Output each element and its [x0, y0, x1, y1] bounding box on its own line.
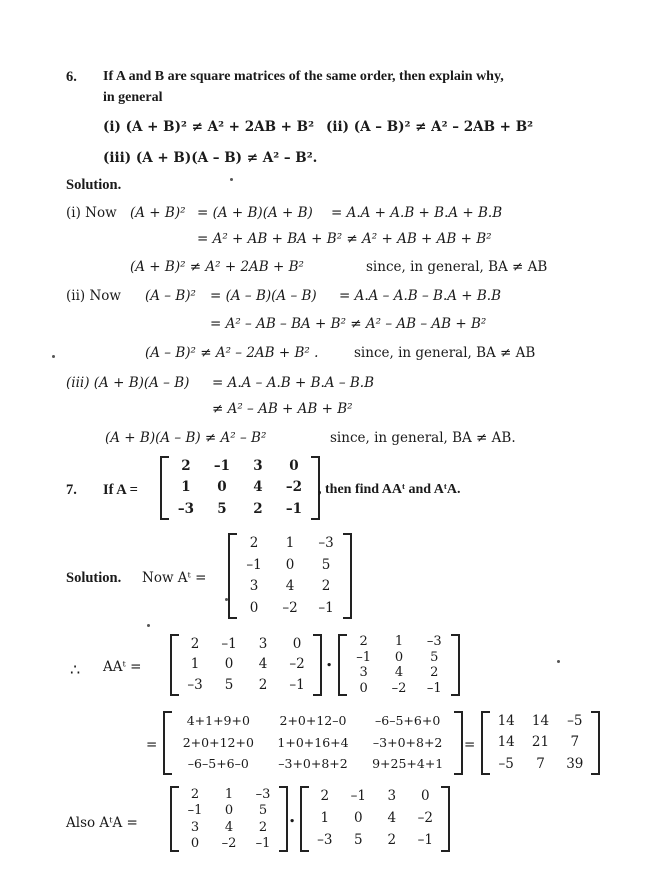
- at-cell: –2: [391, 680, 407, 696]
- sol6-i-l2: = A² + AB + BA + B² ≠ A² + AB + AB + B²: [197, 231, 492, 247]
- scan-speck: [147, 624, 150, 627]
- a-cell: –3: [177, 500, 195, 517]
- a-cell: 2: [387, 832, 397, 849]
- expanded-cell: 4+1+9+0: [186, 713, 250, 729]
- a-cell: 2: [253, 500, 263, 517]
- at-cell: –3: [318, 535, 334, 551]
- at-cell: 5: [258, 803, 268, 819]
- result-cell: –5: [567, 712, 583, 729]
- result-cell: 21: [531, 734, 550, 751]
- scan-speck: [230, 178, 233, 181]
- at-cell: –1: [356, 649, 372, 665]
- sol6-iii-l1-lhs: (iii) (A + B)(A – B): [66, 375, 190, 391]
- matrix-At-repeat-grid: [340, 634, 458, 696]
- aat-label: AAᵗ =: [103, 659, 142, 675]
- at-cell: 0: [394, 649, 404, 665]
- sol6-iii-l3-reason: since, in general, BA ≠ AB.: [330, 430, 516, 446]
- sol6-ii-l1-lhs: (A – B)²: [145, 288, 196, 304]
- equals-sign-2: =: [464, 737, 476, 753]
- at-cell: 5: [430, 649, 439, 665]
- a-cell: 4: [387, 810, 397, 827]
- q7-tail: , then find AAᵗ and AᵗA.: [318, 482, 461, 497]
- matrix-At-grid: [230, 533, 350, 619]
- at-cell: –1: [255, 836, 271, 852]
- equals-sign-1: =: [146, 737, 158, 753]
- sol6-i-l1-rhs: = A.A + A.B + B.A + B.B: [331, 205, 503, 221]
- expanded-cell: 2+0+12–0: [279, 713, 347, 729]
- q6-part-iii: (iii) (A + B)(A – B) ≠ A² – B².: [103, 150, 318, 166]
- at-cell: 4: [285, 578, 295, 594]
- a-cell: –1: [221, 635, 237, 652]
- at-cell: 2: [321, 578, 331, 594]
- a-cell: 5: [353, 832, 363, 849]
- scan-speck: [225, 598, 228, 601]
- matrix-At-third-grid: [172, 786, 286, 852]
- at-cell: 0: [285, 556, 295, 573]
- a-cell: 1: [190, 656, 200, 673]
- at-cell: 3: [359, 665, 368, 681]
- at-cell: 0: [190, 836, 200, 852]
- q7-if-label: If A =: [103, 482, 138, 498]
- matrix-result: [481, 711, 600, 775]
- a-cell: 4: [253, 479, 263, 496]
- sol6-iii-l1-rhs: = A.A – A.B + B.A – B.B: [212, 375, 375, 391]
- at-cell: 4: [224, 819, 234, 835]
- sol6-iii-l3-lhs: (A + B)(A – B) ≠ A² – B²: [105, 430, 267, 446]
- at-cell: –3: [426, 634, 442, 650]
- matrix-result-grid: [483, 711, 598, 775]
- at-cell: –1: [318, 599, 334, 616]
- matrix-A-third-grid: [302, 786, 448, 852]
- expanded-cell: –3+0+8+2: [278, 756, 348, 772]
- result-cell: 7: [536, 755, 545, 772]
- a-cell: –1: [289, 676, 305, 693]
- sol6-i-label: (i) Now: [66, 205, 117, 221]
- at-cell: –1: [187, 803, 203, 819]
- at-cell: 4: [394, 665, 404, 681]
- at-cell: 3: [249, 578, 259, 594]
- a-cell: 0: [420, 788, 430, 805]
- at-cell: 2: [430, 665, 439, 681]
- a-cell: 1: [320, 810, 330, 827]
- a-cell: 2: [320, 788, 330, 805]
- a-cell: –3: [187, 676, 203, 693]
- at-cell: –3: [255, 786, 271, 802]
- at-cell: –1: [426, 680, 442, 696]
- matrix-At: [228, 533, 352, 619]
- q6-number: 6.: [66, 69, 77, 85]
- matrix-expanded: [163, 711, 463, 775]
- at-cell: –2: [221, 836, 237, 852]
- multiply-dot-2: .: [289, 806, 296, 827]
- result-cell: 39: [566, 755, 584, 772]
- scan-speck: [52, 355, 55, 358]
- matrix-At-repeat: [338, 634, 460, 696]
- expanded-cell: –3+0+8+2: [372, 734, 443, 750]
- sol6-i-l3-reason: since, in general, BA ≠ AB: [366, 259, 548, 275]
- also-ata-label: Also AᵗA =: [66, 815, 138, 831]
- at-cell: 1: [394, 634, 404, 650]
- at-cell: 0: [249, 599, 259, 616]
- a-cell: 5: [217, 500, 227, 517]
- a-cell: 3: [258, 635, 268, 652]
- a-cell: –1: [417, 832, 433, 849]
- at-cell: 5: [321, 556, 331, 573]
- a-cell: –1: [213, 457, 231, 474]
- matrix-A-repeat-grid: [172, 634, 320, 696]
- q6-stem-line2: in general: [103, 90, 163, 105]
- sol6-ii-l3-reason: since, in general, BA ≠ AB: [354, 345, 536, 361]
- therefore-symbol: ∴: [70, 660, 81, 679]
- expanded-cell: –6–5+6+0: [375, 713, 441, 729]
- expanded-cell: 1+0+16+4: [277, 734, 349, 750]
- result-cell: 14: [531, 712, 550, 729]
- sol6-ii-l3-lhs: (A – B)² ≠ A² – 2AB + B² .: [145, 345, 319, 361]
- sol6-i-l1-lhs: (A + B)²: [130, 205, 186, 221]
- result-cell: 14: [497, 712, 515, 729]
- q6-stem-line1: If A and B are square matrices of the same order, then explain why,: [103, 69, 504, 84]
- at-cell: 1: [224, 786, 234, 802]
- solution-label: Solution.: [66, 177, 122, 193]
- q6-part-i: (i) (A + B)² ≠ A² + 2AB + B²: [103, 119, 315, 135]
- a-cell: –1: [350, 788, 366, 805]
- matrix-expanded-grid: [165, 711, 461, 775]
- a-cell: 1: [181, 479, 191, 496]
- sol6-iii-l2: ≠ A² – AB + AB + B²: [212, 401, 353, 417]
- a-cell: 3: [253, 457, 263, 474]
- a-cell: –1: [285, 500, 303, 517]
- sol7-solution-label: Solution.: [66, 570, 122, 586]
- a-cell: –3: [317, 832, 333, 849]
- scan-speck: [557, 660, 560, 663]
- expanded-cell: –6–5+6–0: [187, 756, 249, 772]
- sol7-now-label: Now Aᵗ =: [142, 570, 207, 586]
- sol6-ii-l1-rhs: = A.A – A.B – B.A + B.B: [339, 288, 502, 304]
- matrix-A-repeat: [170, 634, 322, 696]
- at-cell: 0: [224, 803, 234, 819]
- a-cell: 0: [353, 810, 363, 827]
- multiply-dot: .: [326, 650, 333, 671]
- sol6-ii-l1-mid: = (A – B)(A – B): [210, 288, 317, 304]
- at-cell: 2: [249, 535, 259, 551]
- at-cell: 2: [190, 786, 200, 802]
- at-cell: –2: [282, 599, 298, 616]
- result-cell: 14: [497, 734, 515, 751]
- at-cell: 1: [285, 535, 295, 551]
- a-cell: 3: [387, 788, 397, 805]
- at-cell: –1: [246, 556, 262, 573]
- a-cell: 2: [190, 635, 200, 652]
- matrix-At-third: [170, 786, 288, 852]
- at-cell: 2: [258, 819, 268, 835]
- a-cell: 0: [292, 635, 302, 652]
- q7-number: 7.: [66, 482, 77, 498]
- matrix-A-grid: [162, 456, 318, 520]
- sol6-ii-label: (ii) Now: [66, 288, 121, 304]
- a-cell: –2: [289, 656, 305, 673]
- result-cell: –5: [498, 755, 514, 772]
- matrix-A-third: [300, 786, 450, 852]
- sol6-i-l1-mid: = (A + B)(A + B): [197, 205, 313, 221]
- a-cell: 0: [224, 656, 234, 673]
- q6-part-ii: (ii) (A – B)² ≠ A² – 2AB + B²: [326, 119, 534, 135]
- a-cell: 2: [258, 676, 268, 693]
- a-cell: 0: [217, 479, 227, 496]
- a-cell: –2: [285, 479, 303, 496]
- a-cell: –2: [417, 810, 433, 827]
- matrix-A: [160, 456, 320, 520]
- sol6-ii-l2: = A² – AB – BA + B² ≠ A² – AB – AB + B²: [210, 316, 487, 332]
- at-cell: 2: [359, 634, 368, 650]
- at-cell: 0: [359, 680, 368, 696]
- a-cell: 5: [224, 676, 234, 693]
- result-cell: 7: [570, 734, 580, 751]
- a-cell: 2: [181, 457, 191, 474]
- expanded-cell: 9+25+4+1: [372, 756, 444, 772]
- expanded-cell: 2+0+12+0: [182, 734, 254, 750]
- a-cell: 0: [289, 457, 299, 474]
- sol6-i-l3-lhs: (A + B)² ≠ A² + 2AB + B²: [130, 259, 304, 275]
- at-cell: 3: [190, 819, 200, 835]
- a-cell: 4: [258, 656, 268, 673]
